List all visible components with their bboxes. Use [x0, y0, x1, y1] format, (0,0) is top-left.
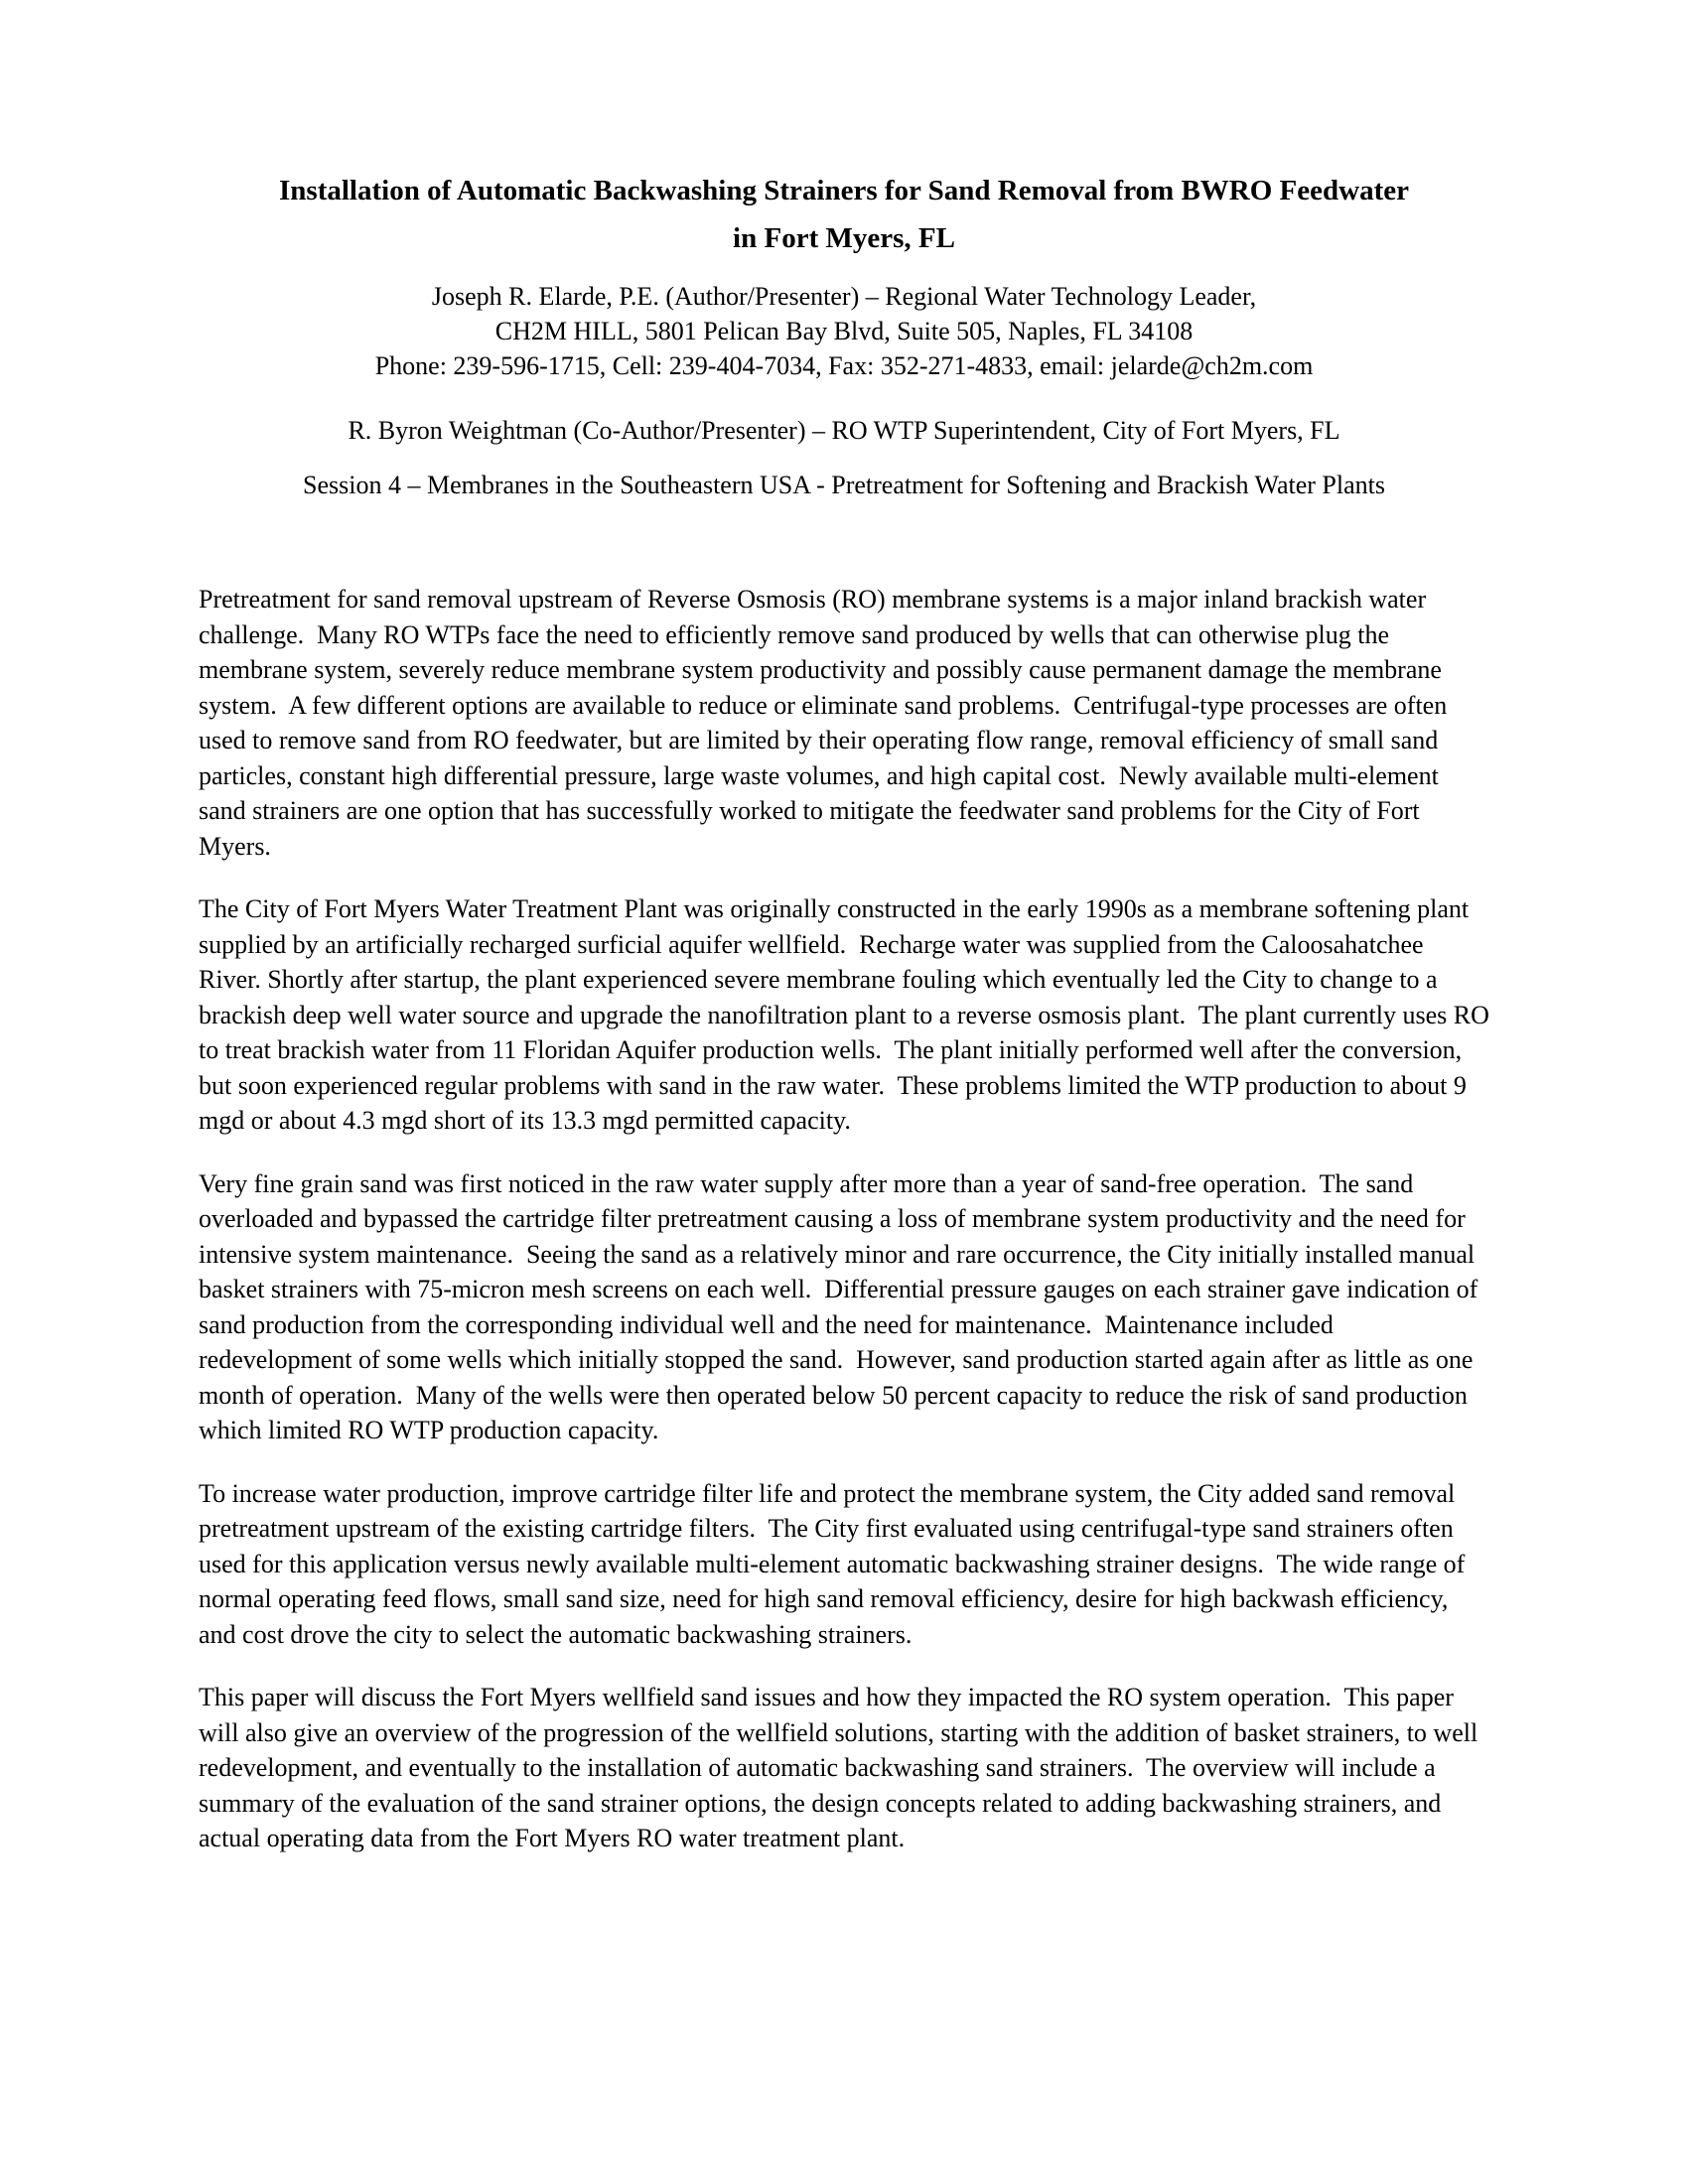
- author-contact-block: [199, 279, 1489, 383]
- abstract-paragraph-5: This paper will discuss the Fort Myers wellfield sand issues and how they impacted the RO system operation. This paper will also give an overview of the progression of the wellfield solutions, starting with the addition of basket strainers, to well redevelopment, and eventually to the installation of automatic backwashing sand strainers. The overview will include a summary of the evaluation of the sand strainer options, the design concepts related to adding backwashing strainers, and actual operating data from the Fort Myers RO water treatment plant.: [199, 1683, 1484, 1852]
- session-line: Session 4 – Membranes in the Southeastern USA - Pretreatment for Softening and Brackish Water Plants: [303, 471, 1385, 499]
- paper-title-line-2: in Fort Myers, FL: [733, 222, 955, 254]
- coauthor-line: R. Byron Weightman (Co-Author/Presenter) – RO WTP Superintendent, City of Fort Myers, FL: [348, 416, 1340, 445]
- paper-title: [199, 167, 1489, 262]
- author-name-role-line: Joseph R. Elarde, P.E. (Author/Presenter) – Regional Water Technology Leader,: [431, 282, 1257, 311]
- author-affiliation-line: CH2M HILL, 5801 Pelican Bay Blvd, Suite 505, Naples, FL 34108: [494, 317, 1194, 345]
- abstract-paragraph-1: Pretreatment for sand removal upstream of Reverse Osmosis (RO) membrane systems is a major inland brackish water challenge. Many RO WTPs face the need to efficiently remove sand produced by wells that can otherwise plug the membrane system, severely reduce membrane system productivity and possibly cause permanent damage the membrane system. A few different options are available to reduce or eliminate sand problems. Centrifugal-type processes are often used to remove sand from RO feedwater, but are limited by their operating flow range, removal efficiency of small sand particles, constant high differential pressure, large waste volumes, and high capital cost. Newly available multi-element sand strainers are one option that has successfully worked to mitigate the feedwater sand problems for the City of Fort Myers.: [199, 585, 1454, 861]
- abstract-paragraph-2: The City of Fort Myers Water Treatment Plant was originally constructed in the early 1990s as a membrane softening plant supplied by an artificially recharged surficial aquifer wellfield. Recharge water was supplied from the Caloosahatchee River. Shortly after startup, the plant experienced severe membrane fouling which eventually led the City to change to a brackish deep well water source and upgrade the nanofiltration plant to a reverse osmosis plant. The plant currently uses RO to treat brackish water from 11 Floridan Aquifer production wells. The plant initially performed well after the conversion, but soon experienced regular problems with sand in the raw water. These problems limited the WTP production to about 9 mgd or about 4.3 mgd short of its 13.3 mgd permitted capacity.: [199, 894, 1496, 1135]
- author-phone-email-line: Phone: 239-596-1715, Cell: 239-404-7034, Fax: 352-271-4833, email: jelarde@ch2m.com: [374, 351, 1314, 380]
- abstract-paragraph-3: Very fine grain sand was first noticed in the raw water supply after more than a year of sand-free operation. The sand overloaded and bypassed the cartridge filter pretreatment causing a loss of membrane system productivity and the need for intensive system maintenance. Seeing the sand as a relatively minor and rare occurrence, the City initially installed manual basket strainers with 75-micron mesh screens on each well. Differential pressure gauges on each strainer gave indication of sand production from the corresponding individual well and the need for maintenance. Maintenance included redevelopment of some wells which initially stopped the sand. However, sand production started again after as little as one month of operation. Many of the wells were then operated below 50 percent capacity to reduce the risk of sand production which limited RO WTP production capacity.: [199, 1168, 1484, 1444]
- abstract-body: [199, 582, 1496, 1856]
- paper-title-line-1: Installation of Automatic Backwashing Strainers for Sand Removal from BWRO Feedwater: [279, 175, 1409, 206]
- abstract-paragraph-4: To increase water production, improve cartridge filter life and protect the membrane system, the City added sand removal pretreatment upstream of the existing cartridge filters. The City first evaluated using centrifugal-type sand strainers often used for this application versus newly available multi-element automatic backwashing strainer designs. The wide range of normal operating feed flows, small sand size, need for high sand removal efficiency, desire for high backwash efficiency, and cost drove the city to select the automatic backwashing strainers.: [199, 1478, 1472, 1649]
